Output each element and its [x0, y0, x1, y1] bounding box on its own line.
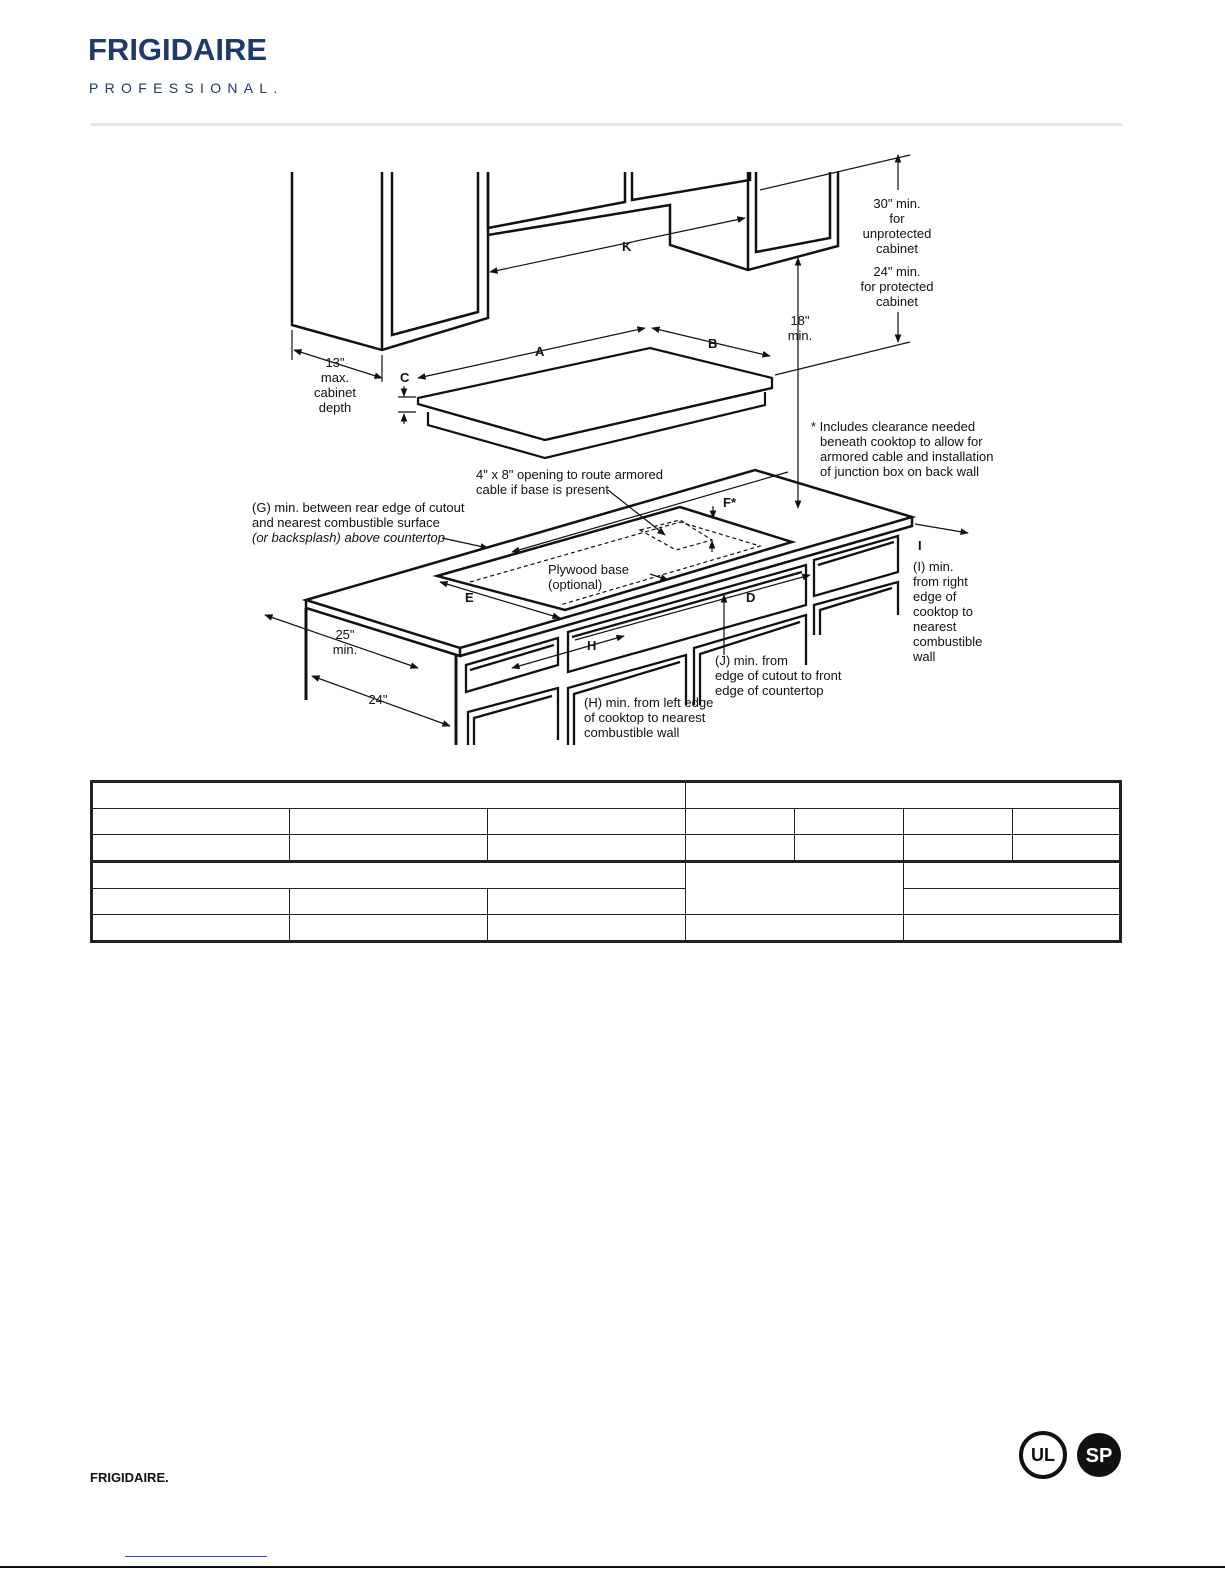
- table-cell: [92, 835, 290, 862]
- table-cell: [290, 809, 488, 835]
- svg-text:depth: depth: [318, 400, 352, 415]
- svg-text:30" min.: 30" min.: [873, 196, 921, 211]
- opening-note: [476, 467, 663, 497]
- header-divider: [90, 123, 1122, 126]
- svg-text:nearest: nearest: [913, 619, 957, 634]
- table-cell: [92, 889, 290, 915]
- svg-text:cooktop to: cooktop to: [913, 604, 973, 619]
- cabinet-depth-note: [314, 355, 356, 415]
- svg-text:armored cable and installation: armored cable and installation: [820, 449, 994, 464]
- g-note: [252, 500, 465, 545]
- label-i: I: [918, 538, 922, 553]
- label-h: H: [587, 638, 597, 653]
- table-cell: [488, 915, 686, 942]
- svg-text:for protected: for protected: [860, 279, 934, 294]
- h-note: [584, 695, 713, 740]
- clearance-18-note: [788, 313, 813, 343]
- svg-text:4" x 8" opening to route armor: 4" x 8" opening to route armored: [476, 467, 664, 482]
- footer-frigidaire-logo: [90, 1468, 200, 1486]
- svg-text:25": 25": [335, 627, 355, 642]
- svg-text:and nearest combustible surfac: and nearest combustible surface: [252, 515, 440, 530]
- svg-text:edge of countertop: edge of countertop: [715, 683, 824, 698]
- table-cell: [92, 782, 686, 809]
- label-e: E: [465, 590, 474, 605]
- spec-table: [90, 780, 1122, 943]
- table-cell: [92, 862, 686, 889]
- table-cell: [795, 809, 904, 835]
- dim-25-note: [333, 627, 358, 657]
- protected-cabinet-note: [861, 264, 934, 309]
- table-row: [92, 782, 1121, 809]
- upper-cabinets: [292, 172, 838, 350]
- table-cell: [904, 862, 1121, 889]
- svg-text:beneath cooktop to allow for: beneath cooktop to allow for: [820, 434, 983, 449]
- svg-text:(G) min. between rear edge of: (G) min. between rear edge of cutout: [252, 500, 465, 515]
- label-d: D: [746, 590, 756, 605]
- footer-divider: [0, 1566, 1225, 1568]
- plywood-note: [548, 562, 629, 592]
- svg-text:18": 18": [790, 313, 810, 328]
- table-cell: [290, 835, 488, 862]
- frigidaire-professional-logo: [88, 30, 318, 100]
- csa-certification-logo: [1074, 1430, 1124, 1480]
- label-c: C: [400, 370, 410, 385]
- svg-text:of cooktop to nearest: of cooktop to nearest: [584, 710, 706, 725]
- table-cell: [686, 835, 795, 862]
- unprotected-cabinet-note: [863, 196, 932, 256]
- svg-text:cabinet: cabinet: [876, 294, 918, 309]
- svg-text:24" min.: 24" min.: [873, 264, 921, 279]
- table-row: [92, 809, 1121, 835]
- svg-text:Plywood base: Plywood base: [548, 562, 629, 577]
- label-a: A: [535, 344, 545, 359]
- table-cell: [686, 809, 795, 835]
- table-cell: [1013, 809, 1121, 835]
- sub-brand-name: PROFESSIONAL.: [89, 80, 284, 96]
- brand-name: FRIGIDAIRE: [88, 32, 268, 67]
- svg-text:(I) min.: (I) min.: [913, 559, 954, 574]
- table-cell: [904, 889, 1121, 915]
- svg-text:(H) min. from left edge: (H) min. from left edge: [584, 695, 714, 710]
- svg-text:cabinet: cabinet: [876, 241, 918, 256]
- dim-24-note: 24": [368, 692, 388, 707]
- table-cell: [904, 835, 1013, 862]
- table-row: [92, 915, 1121, 942]
- svg-text:min.: min.: [787, 328, 813, 343]
- svg-text:* Includes clearance needed: * Includes clearance needed: [811, 419, 976, 434]
- svg-text:13": 13": [325, 355, 345, 370]
- ul-certification-logo: [1018, 1430, 1068, 1480]
- footer-link-underline[interactable]: [125, 1556, 267, 1557]
- table-cell: [795, 835, 904, 862]
- table-cell: [290, 889, 488, 915]
- includes-note: [811, 419, 993, 479]
- cooktop: [418, 348, 772, 458]
- svg-text:(or backsplash) above countert: (or backsplash) above countertop: [252, 530, 445, 545]
- table-cell: [904, 915, 1121, 942]
- svg-text:of junction box on back wall: of junction box on back wall: [820, 464, 979, 479]
- label-f: F*: [723, 495, 736, 510]
- table-cell: [92, 809, 290, 835]
- svg-text:from right: from right: [913, 574, 968, 589]
- table-cell: [488, 835, 686, 862]
- j-note: [715, 653, 842, 698]
- svg-text:edge of: edge of: [913, 589, 957, 604]
- table-row: [92, 862, 1121, 889]
- svg-text:max.: max.: [320, 370, 350, 385]
- table-cell: [686, 915, 904, 942]
- svg-text:for: for: [889, 211, 905, 226]
- table-cell: [904, 809, 1013, 835]
- table-cell: [290, 915, 488, 942]
- installation-diagram: [240, 148, 1000, 753]
- i-note: [912, 559, 982, 664]
- table-cell: [1013, 835, 1121, 862]
- table-row: [92, 889, 1121, 915]
- svg-text:cable if base is present: cable if base is present: [476, 482, 609, 497]
- svg-text:(optional): (optional): [548, 577, 603, 592]
- svg-text:edge of cutout to front: edge of cutout to front: [715, 668, 842, 683]
- svg-text:combustible wall: combustible wall: [584, 725, 680, 740]
- svg-text:unprotected: unprotected: [862, 226, 932, 241]
- label-k: K: [622, 239, 632, 254]
- table-cell: [488, 809, 686, 835]
- svg-text:cabinet: cabinet: [314, 385, 356, 400]
- svg-text:combustible: combustible: [913, 634, 983, 649]
- ul-mark: UL: [1031, 1445, 1055, 1465]
- label-b: B: [708, 336, 718, 351]
- svg-text:(J) min. from: (J) min. from: [715, 653, 788, 668]
- footer-brand: FRIGIDAIRE.: [90, 1470, 169, 1485]
- table-cell: [686, 862, 904, 915]
- svg-text:min.: min.: [332, 642, 358, 657]
- table-cell: [686, 782, 1121, 809]
- table-cell: [92, 915, 290, 942]
- csa-mark: SP: [1085, 1445, 1113, 1467]
- table-cell: [488, 889, 686, 915]
- table-row: [92, 835, 1121, 862]
- svg-text:wall: wall: [913, 649, 936, 664]
